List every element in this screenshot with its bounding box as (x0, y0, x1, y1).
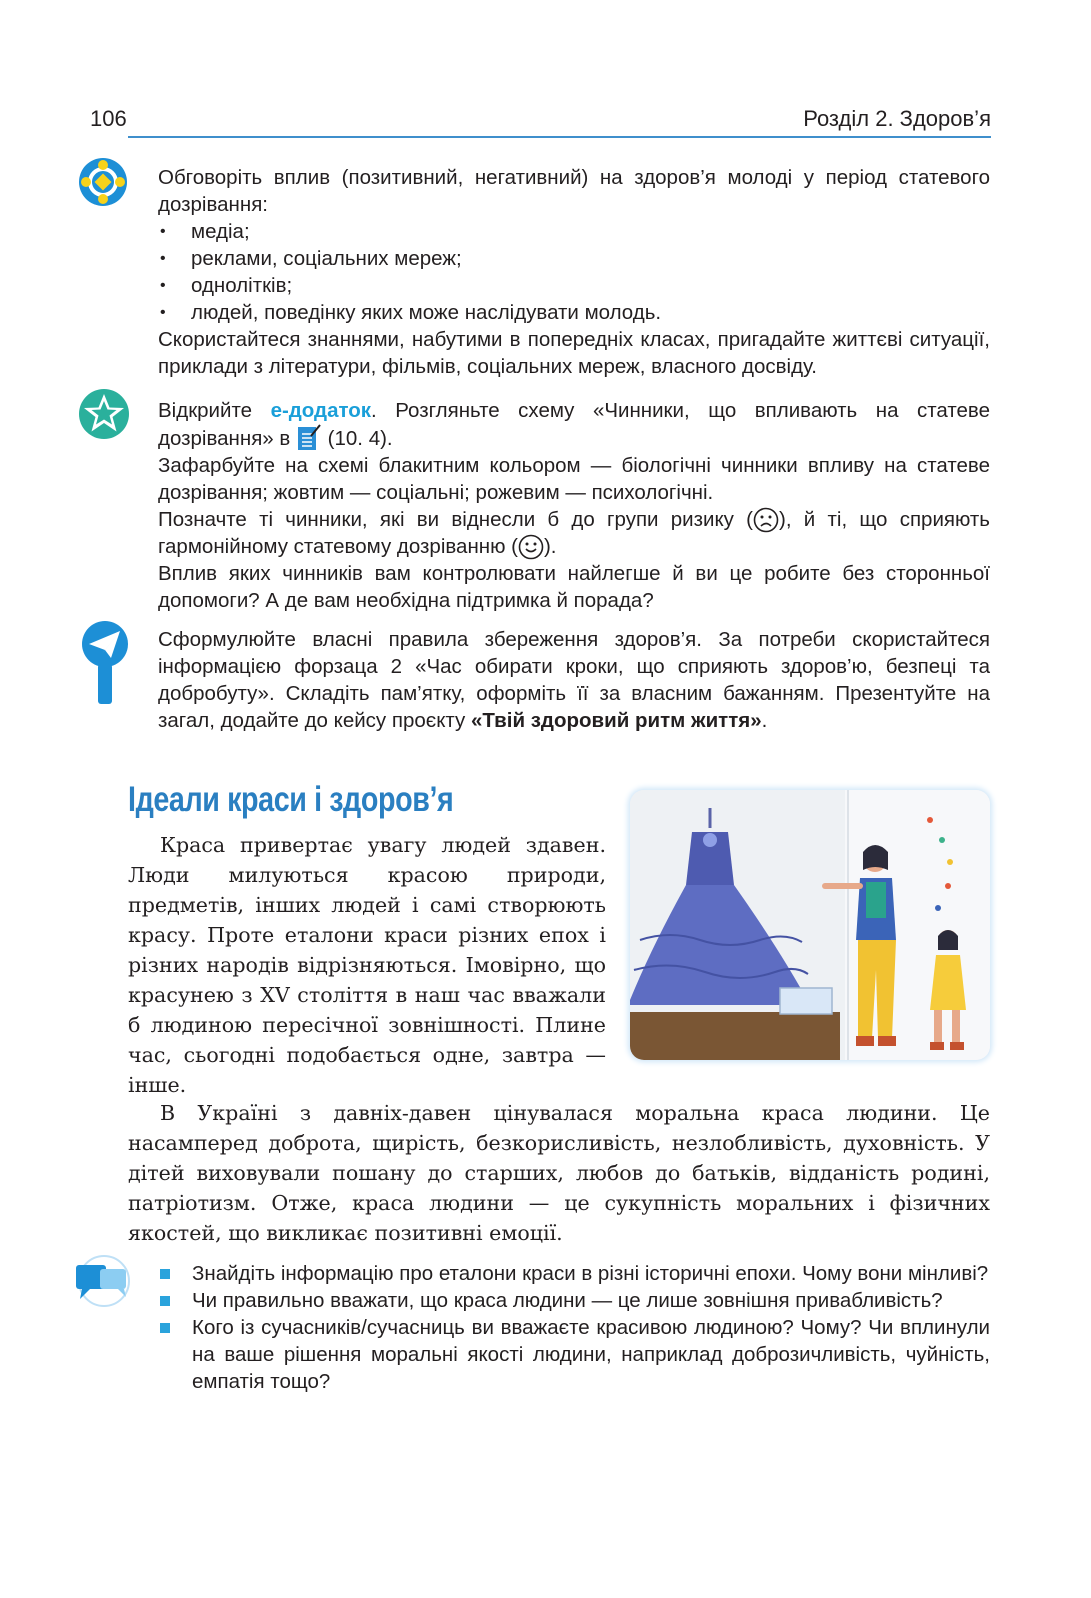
body-paragraph-1: Краса привертає увагу людей здавен. Люди милуються красою природи, предметів, інших людей і самі створюють красу. Проте еталони краси різних епох і різних народів відрізняються. Імовірно, що красунею з XV століття в наш час вважали б людиною пересічної зовнішності. Плине час, сьогодні подобається одне, завтра — інше. (128, 833, 606, 1097)
activity-e-app-p1: Відкрийте е-додаток. Розгляньте схему «Чинники, що впливають на статеве дозрівання» в (10. 4). (158, 399, 990, 450)
chat-bubbles-icon (74, 1255, 130, 1307)
list-item: • медіа; (158, 218, 990, 245)
group-discussion-icon (78, 157, 128, 207)
e-app-link[interactable]: е-додаток (270, 399, 372, 422)
list-item: • людей, поведінку яких може наслідувати молодь. (158, 299, 990, 326)
activity-discuss-intro: Обговоріть вплив (позитивний, негативний) на здоров’я молоді у період статевого дозрівання: (158, 166, 990, 216)
influence-list (158, 218, 990, 326)
list-item: Знайдіть інформацію про еталони краси в різні історичні епохи. Чому вони мінливі? (160, 1260, 990, 1287)
list-item: • однолітків; (158, 272, 990, 299)
activity-e-app-p3: Позначте ті чинники, які ви віднесли б до групи ризику ( ), й ті, що сприяють гармонійному статевому дозріванню ( ). (158, 508, 990, 558)
activity-e-app (158, 397, 990, 614)
star-badge-icon (78, 388, 130, 440)
fashion-exhibit-illustration (630, 790, 990, 1060)
activity-discuss-outro: Скористайтеся знаннями, набутими в попередніх класах, пригадайте життєві ситуації, приклади з літератури, фільмів, соціальних мереж, власного досвіду. (158, 328, 990, 378)
notebook-icon (296, 424, 322, 452)
section-title: Ідеали краси і здоров’я (128, 780, 454, 819)
project-title: «Твій здоровий ритм життя» (471, 709, 762, 732)
header-rule (128, 136, 991, 138)
body-paragraph-2: В Україні з давніх-давен цінувалася моральна краса людини. Це насамперед доброта, щирість, безкорисливість, незлобливість, духовність. У дітей виховували пошану до старших, любов до батьків, відданість родині, патріотизм. Отже, краса людини — це сукупність моральних і фізичних якостей, що викликає позитивні емоції. (128, 1101, 990, 1245)
activity-rules (158, 626, 990, 734)
list-item: Кого із сучасників/сучасниць ви вважаєте красивою людиною? Чому? Чи вплинули на ваше рішення моральні якості людини, наприклад доброзичливість, чуйність, емпатія тощо? (160, 1314, 990, 1395)
list-item: Чи правильно вважати, що краса людини — це лише зовнішня привабливість? (160, 1287, 990, 1314)
questions-list (160, 1260, 990, 1395)
list-item: • реклами, соціальних мереж; (158, 245, 990, 272)
page-number: 106 (90, 106, 127, 131)
activity-e-app-p4: Вплив яких чинників вам контролювати найлегше й ви це робите без сторонньої допомоги? А де вам необхідна підтримка й порада? (158, 562, 990, 612)
running-head: Розділ 2. Здоров’я (803, 106, 991, 131)
happy-face-icon (518, 534, 544, 560)
activity-rules-text: Сформулюйте власні правила збереження здоров’я. За потреби скористайтеся інформацією форзаца 2 «Час обирати кроки, що сприяють здоров’ю, безпеці та добробуту». Складіть пам’ятку, оформіть її за власним бажанням. Презентуйте на загал, додайте до кейсу проєкту «Твій здоровий ритм життя». (158, 628, 990, 732)
paper-plane-pin-icon (80, 620, 130, 706)
activity-e-app-p2: Зафарбуйте на схемі блакитним кольором — біологічні чинники впливу на статеве дозрівання; жовтим — соціальні; рожевим — психологічні. (158, 454, 990, 504)
sad-face-icon (753, 507, 779, 533)
activity-discuss (158, 164, 990, 380)
